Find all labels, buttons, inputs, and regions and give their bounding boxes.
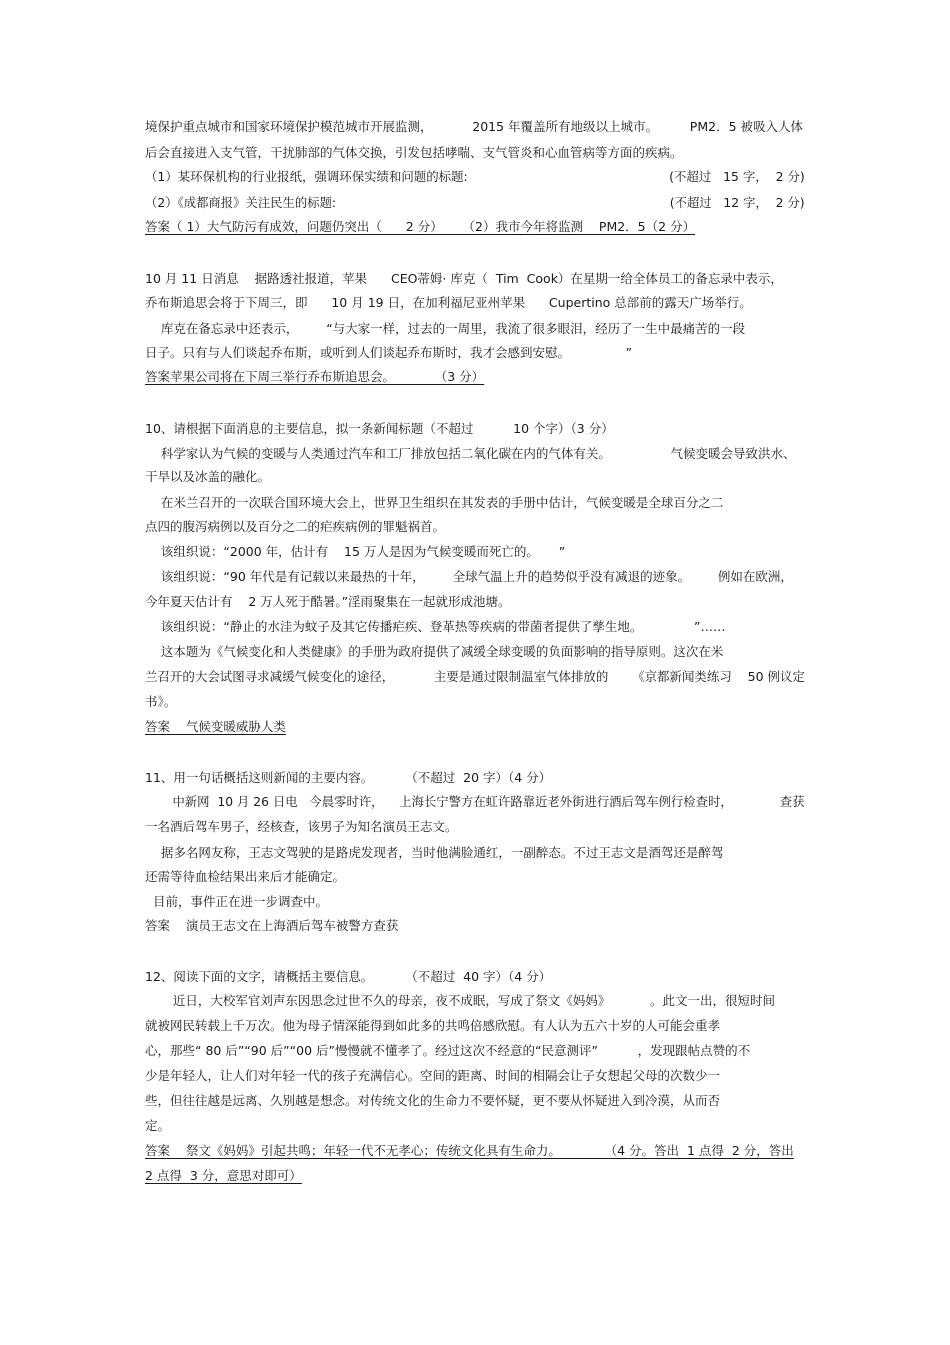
text-line: 目前，事件正在进一步调查中。 [145, 894, 328, 909]
text-line: 在米兰召开的一次联合国环境大会上，世界卫生组织在其发表的手册中估计，气候变暖是全球百分之二 [145, 495, 724, 510]
question-heading: 10、请根据下面消息的主要信息，拟一条新闻标题（不超过 10 个字）（3 分） [145, 421, 614, 436]
answer-line: 答案（ 1）大气防污有成效，问题仍突出（ 2 分） （2）我市今年将监测 PM2．5（2 分） [145, 219, 696, 234]
question-heading: 12、阅读下面的文字，请概括主要信息。 （不超过 40 字）（4 分） [145, 969, 552, 984]
text-line: 这本题为《气候变化和人类健康》的手册为政府提供了减缓全球变暖的负面影响的指导原则。这次在米 [145, 644, 724, 659]
text-line: 境保护重点城市和国家环境保护模范城市开展监测， 2015 年覆盖所有地级以上城市。 PM2．5 被吸入人体 [145, 119, 804, 134]
answer-line: 答案 演员王志文在上海酒后驾车被警方查获 [145, 918, 399, 933]
question-heading: 11、用一句话概括这则新闻的主要内容。 （不超过 20 字）（4 分） [145, 770, 552, 785]
text-line: 心，那些“ 80 后”“90 后”“00 后”慢慢就不懂孝了。经过这次不经意的“民意测评” ，发现跟帖点赞的不 [145, 1043, 751, 1058]
text-line: 少是年轻人，让人们对年轻一代的孩子充满信心。空间的距离、时间的相隔会让子女想起父母的次数少一 [145, 1068, 721, 1083]
text-line: 该组织说：“2000 年，估计有 15 万人是因为气候变暖而死亡的。 ” [145, 544, 566, 559]
text-line: 10 月 11 日消息 据路透社报道，苹果 CEO蒂姆· 库克（ Tim Cook）在星期一给全体员工的备忘录中表示， [145, 271, 783, 286]
question-line: （1）某环保机构的行业报纸，强调环保实绩和问题的标题: (不超过 15 字， 2 分) [145, 169, 805, 184]
text-line: 书》。 [145, 694, 177, 709]
text-line: 乔布斯追思会将于下周三，即 10 月 19 日，在加利福尼亚州苹果 Cupertino 总部前的露天广场举行。 [145, 295, 752, 310]
text-line: 中新网 10 月 26 日电 今晨零时许， 上海长宁警方在虹许路靠近老外街进行酒后驾车例行检查时， 查获 [145, 794, 805, 809]
text-line: 科学家认为气候的变暖与人类通过汽车和工厂排放包括二氧化碳在内的气体有关。 气候变暖会导致洪水、 [145, 446, 796, 461]
text-line: 一名酒后驾车男子，经核查，该男子为知名演员王志文。 [145, 819, 458, 834]
text-line: 日子。只有与人们谈起乔布斯，或听到人们谈起乔布斯时，我才会感到安慰。 ” [145, 345, 633, 360]
answer-line: 答案 气候变暖威胁人类 [145, 719, 286, 734]
text-line: 该组织说：“90 年代是有记载以来最热的十年， 全球气温上升的趋势似乎没有减退的迹象。 例如在欧洲， [145, 569, 793, 584]
answer-line: 2 点得 3 分，意思对即可） [145, 1168, 302, 1183]
text-line: 干旱以及冰盖的融化。 [145, 469, 271, 484]
text-line: 就被网民转载上千万次。他为母子情深能得到如此多的共鸣倍感欣慰。有人认为五六十岁的人可能会重孝 [145, 1018, 721, 1033]
text-line: 该组织说：“静止的水洼为蚊子及其它传播疟疾、登革热等疾病的带菌者提供了孳生地。 ”…… [145, 619, 726, 634]
text-line: 还需等待血检结果出来后才能确定。 [145, 869, 346, 884]
text-line: 些，但往往越是远离、久别越是想念。对传统文化的生命力不要怀疑，更不要从怀疑进入到冷漠，从而否 [145, 1093, 721, 1108]
question-line: （2）《成都商报》关注民生的标题: (不超过 12 字， 2 分) [145, 195, 805, 210]
text-line: 点四的腹泻病例以及百分之二的疟疾病例的罪魁祸首。 [145, 519, 446, 534]
text-line: 后会直接进入支气管，干扰肺部的气体交换，引发包括哮喘、支气管炎和心血管病等方面的疾病。 [145, 145, 683, 160]
answer-line: 答案 祭文《妈妈》引起共鸣；年轻一代不无孝心；传统文化具有生命力。 （4 分。答出 1 点得 2 分，答出 [145, 1143, 794, 1158]
text-line: 定。 [145, 1118, 171, 1133]
text-line: 今年夏天估计有 2 万人死于酷暑。”淫雨聚集在一起就形成池塘。 [145, 594, 511, 609]
text-line: 库克在备忘录中还表示， “与大家一样，过去的一周里，我流了很多眼泪，经历了一生中最痛苦的一段 [145, 321, 746, 336]
text-line: 据多名网友称，王志文驾驶的是路虎发现者，当时他满脸通红，一副醉态。不过王志文是酒驾还是醉驾 [145, 845, 724, 860]
text-line: 兰召开的大会试图寻求减缓气候变化的途径， 主要是通过限制温室气体排放的 《京都新闻类练习 50 例议定 [145, 669, 805, 684]
text-line: 近日，大校军官刘声东因思念过世不久的母亲，夜不成眠，写成了祭文《妈妈》 。此文一出，很短时间 [145, 993, 776, 1008]
answer-line: 答案苹果公司将在下周三举行乔布斯追思会。 （3 分） [145, 369, 485, 384]
